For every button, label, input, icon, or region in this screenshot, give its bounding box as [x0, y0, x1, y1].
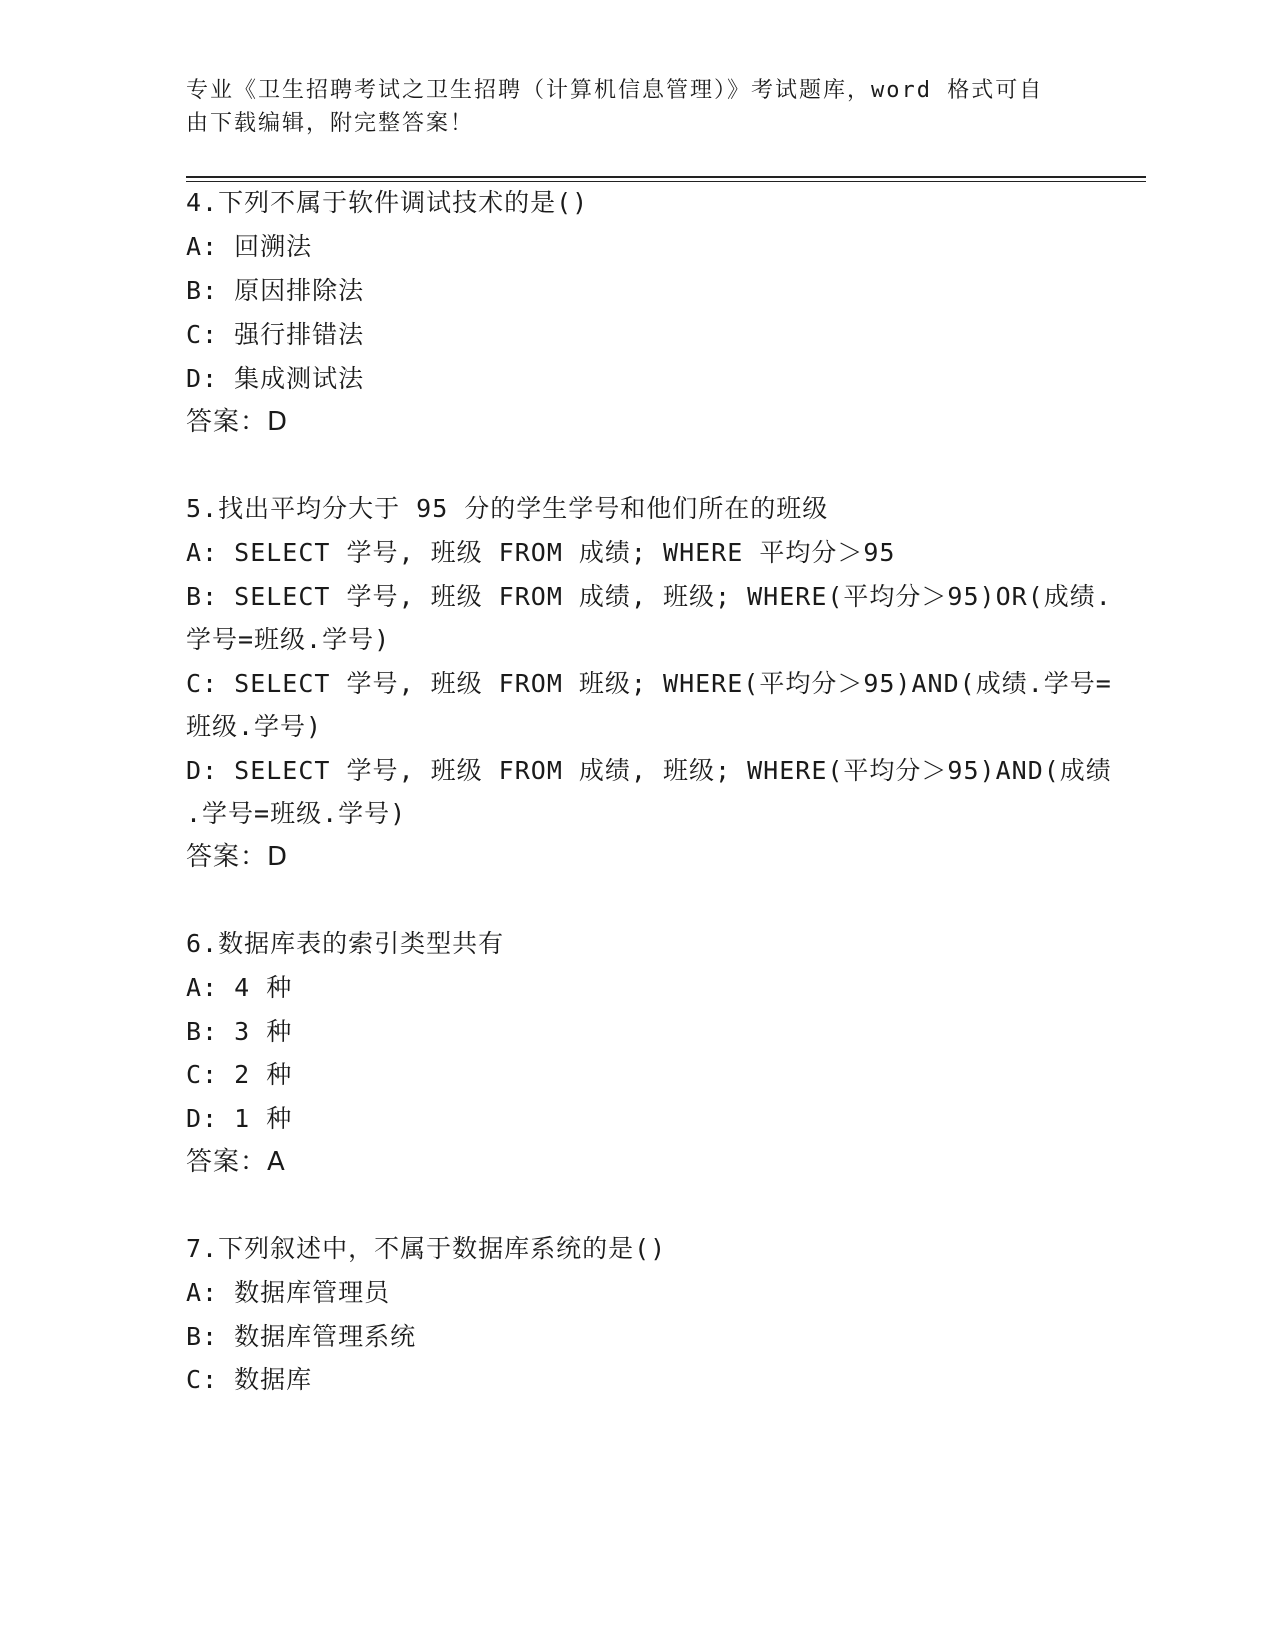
header-line-2: 由下载编辑，附完整答案！: [186, 111, 475, 136]
question-5-option-c: C: SELECT 学号, 班级 FROM 班级; WHERE(平均分＞95)AND(成绩.学号=: [186, 669, 1112, 698]
question-6-answer: 答案：A: [186, 1147, 286, 1177]
question-6-option-b: B: 3 种: [186, 1017, 293, 1046]
header-line-1: 专业《卫生招聘考试之卫生招聘（计算机信息管理）》考试题库，word 格式可自: [186, 78, 1044, 103]
question-5-option-c-cont: 班级.学号): [186, 712, 323, 741]
question-5-option-b: B: SELECT 学号, 班级 FROM 成绩, 班级; WHERE(平均分＞95)OR(成绩.: [186, 582, 1112, 611]
question-4-option-a: A: 回溯法: [186, 232, 313, 261]
question-4-option-c: C: 强行排错法: [186, 320, 365, 349]
question-5-option-d-cont: .学号=班级.学号): [186, 799, 407, 828]
question-5-option-d: D: SELECT 学号, 班级 FROM 成绩, 班级; WHERE(平均分＞95)AND(成绩: [186, 756, 1112, 785]
question-6-option-a: A: 4 种: [186, 973, 293, 1002]
question-4-option-b: B: 原因排除法: [186, 276, 365, 305]
document-header: [186, 74, 1066, 140]
question-5-option-b-cont: 学号=班级.学号): [186, 625, 391, 654]
question-5-option-a: A: SELECT 学号, 班级 FROM 成绩; WHERE 平均分＞95: [186, 538, 896, 567]
question-4-option-d: D: 集成测试法: [186, 364, 365, 393]
question-6-stem: 6.数据库表的索引类型共有: [186, 929, 505, 958]
question-7-stem: 7.下列叙述中，不属于数据库系统的是(): [186, 1234, 667, 1263]
question-5-stem: 5.找出平均分大于 95 分的学生学号和他们所在的班级: [186, 494, 829, 523]
question-4-answer: 答案：D: [186, 407, 289, 437]
header-divider: [186, 176, 1146, 182]
question-4-stem: 4.下列不属于软件调试技术的是(): [186, 188, 589, 217]
question-7-option-a: A: 数据库管理员: [186, 1278, 391, 1307]
question-6-option-c: C: 2 种: [186, 1060, 293, 1089]
question-6-option-d: D: 1 种: [186, 1104, 293, 1133]
question-7-option-c: C: 数据库: [186, 1365, 313, 1394]
question-7-option-b: B: 数据库管理系统: [186, 1322, 417, 1351]
question-5-answer: 答案：D: [186, 842, 289, 872]
